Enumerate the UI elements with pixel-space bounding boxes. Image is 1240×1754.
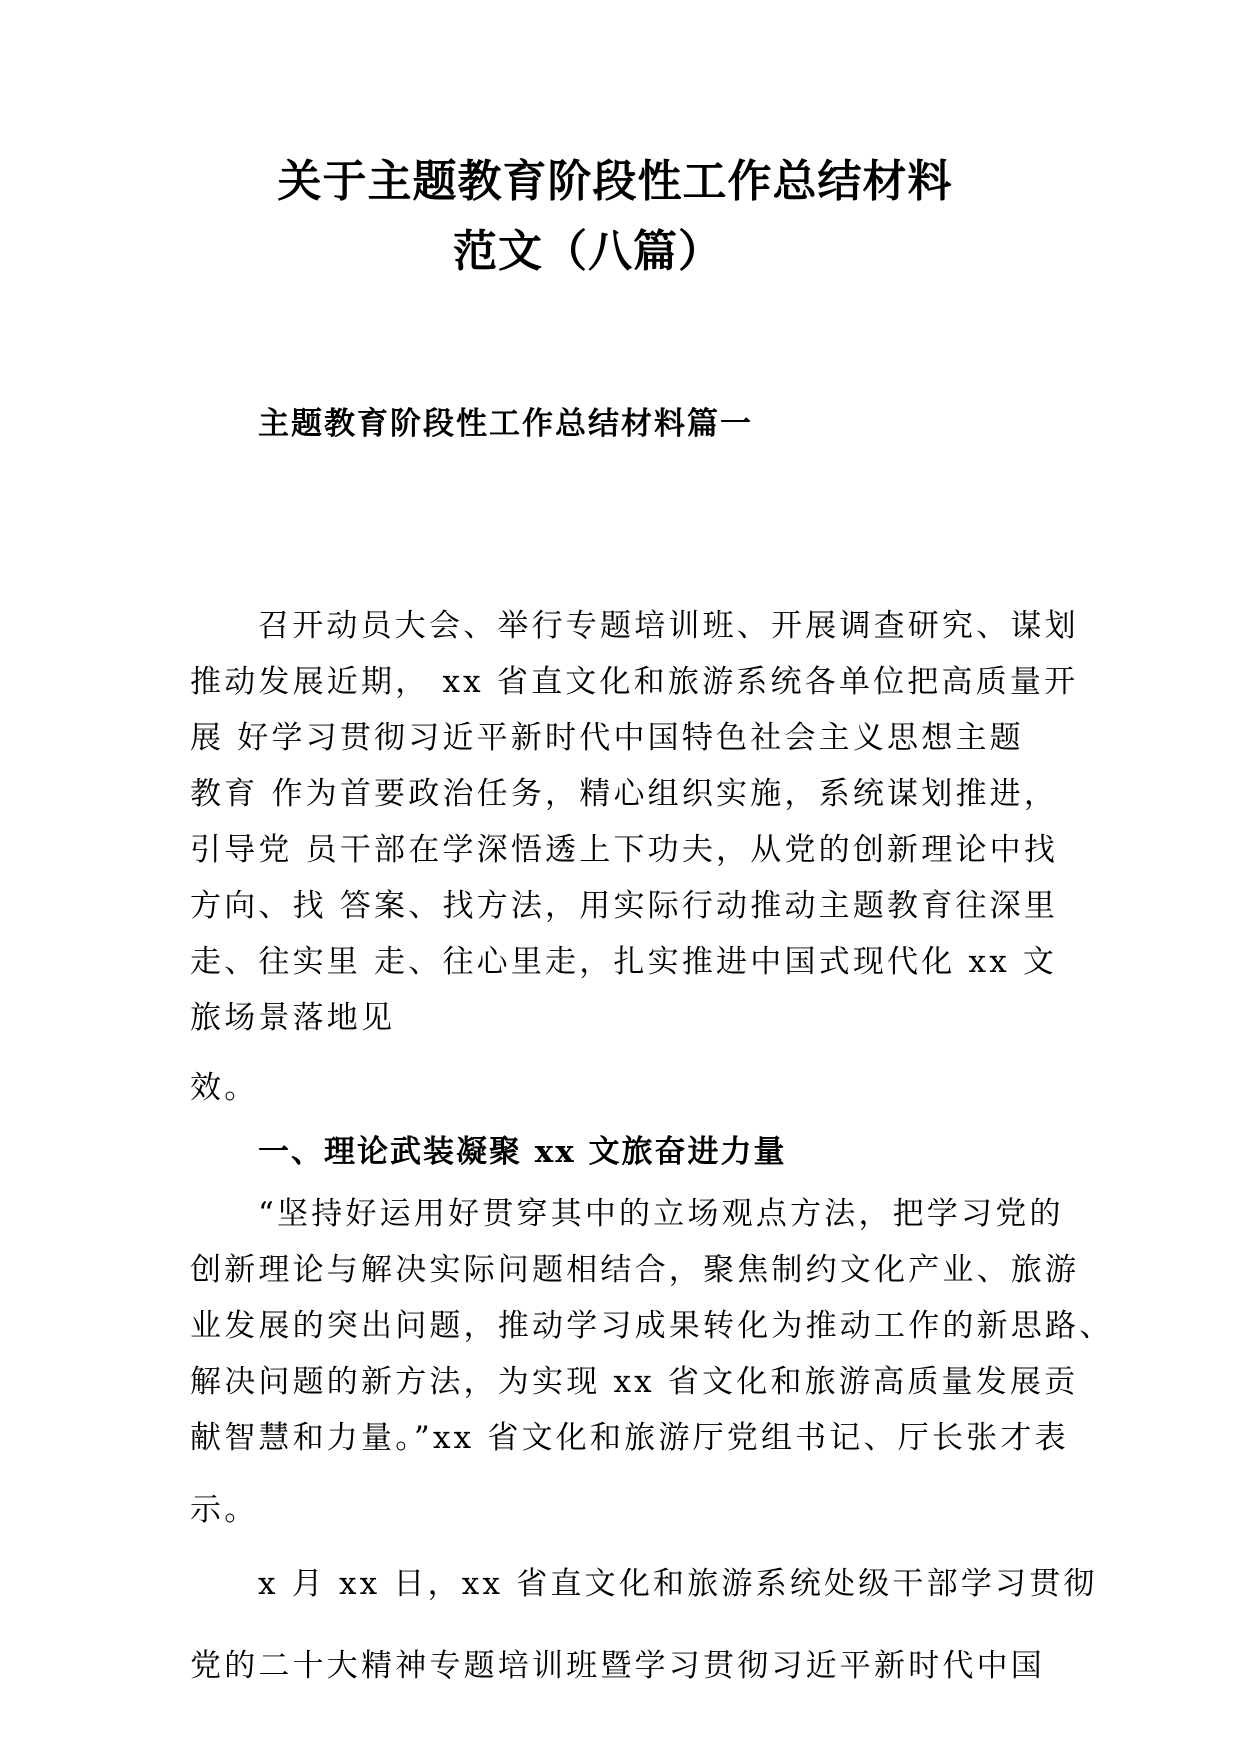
paragraph-line: 示。 [190, 1492, 259, 1528]
paragraph-line: 召开动员大会、举行专题培训班、开展调查研究、谋划 [258, 608, 1079, 644]
paragraph-line: 业发展的突出问题，推动学习成果转化为推动工作的新思路、 [190, 1308, 1114, 1344]
paragraph-line: 展 好学习贯彻习近平新时代中国特色社会主义思想主题 [190, 720, 1024, 756]
document-title-line2: 范文（八篇） [453, 226, 723, 277]
paragraph-line: 方向、找 答案、找方法，用实际行动推动主题教育往深里 [190, 888, 1059, 924]
paragraph-line: “坚持好运用好贯穿其中的立场观点方法，把学习党的 [258, 1196, 1064, 1232]
paragraph-line: x 月 xx 日，xx 省直文化和旅游系统处级干部学习贯彻 [258, 1566, 1098, 1602]
document-title-line1: 关于主题教育阶段性工作总结材料 [277, 156, 953, 207]
section-subtitle: 主题教育阶段性工作总结材料篇一 [258, 406, 753, 442]
paragraph-line: 党的二十大精神专题培训班暨学习贯彻习近平新时代中国 [190, 1648, 1045, 1684]
paragraph-line: 教育 作为首要政治任务，精心组织实施，系统谋划推进， [190, 776, 1059, 812]
paragraph-line: 引导党 员干部在学深悟透上下功夫，从党的创新理论中找 [190, 832, 1059, 868]
paragraph-line: 推动发展近期， xx 省直文化和旅游系统各单位把高质量开 [190, 664, 1079, 700]
paragraph-line: 创新理论与解决实际问题相结合，聚焦制约文化产业、旅游 [190, 1252, 1080, 1288]
paragraph-line: 效。 [190, 1070, 259, 1106]
section-heading: 一、理论武装凝聚 xx 文旅奋进力量 [258, 1134, 787, 1170]
paragraph-line: 解决问题的新方法，为实现 xx 省文化和旅游高质量发展贡 [190, 1364, 1079, 1400]
paragraph-line: 旅场景落地见 [190, 1000, 396, 1036]
paragraph-line: 走、往实里 走、往心里走，扎实推进中国式现代化 xx 文 [190, 944, 1058, 980]
paragraph-line: 献智慧和力量。”xx 省文化和旅游厅党组书记、厅长张才表 [190, 1420, 1069, 1456]
